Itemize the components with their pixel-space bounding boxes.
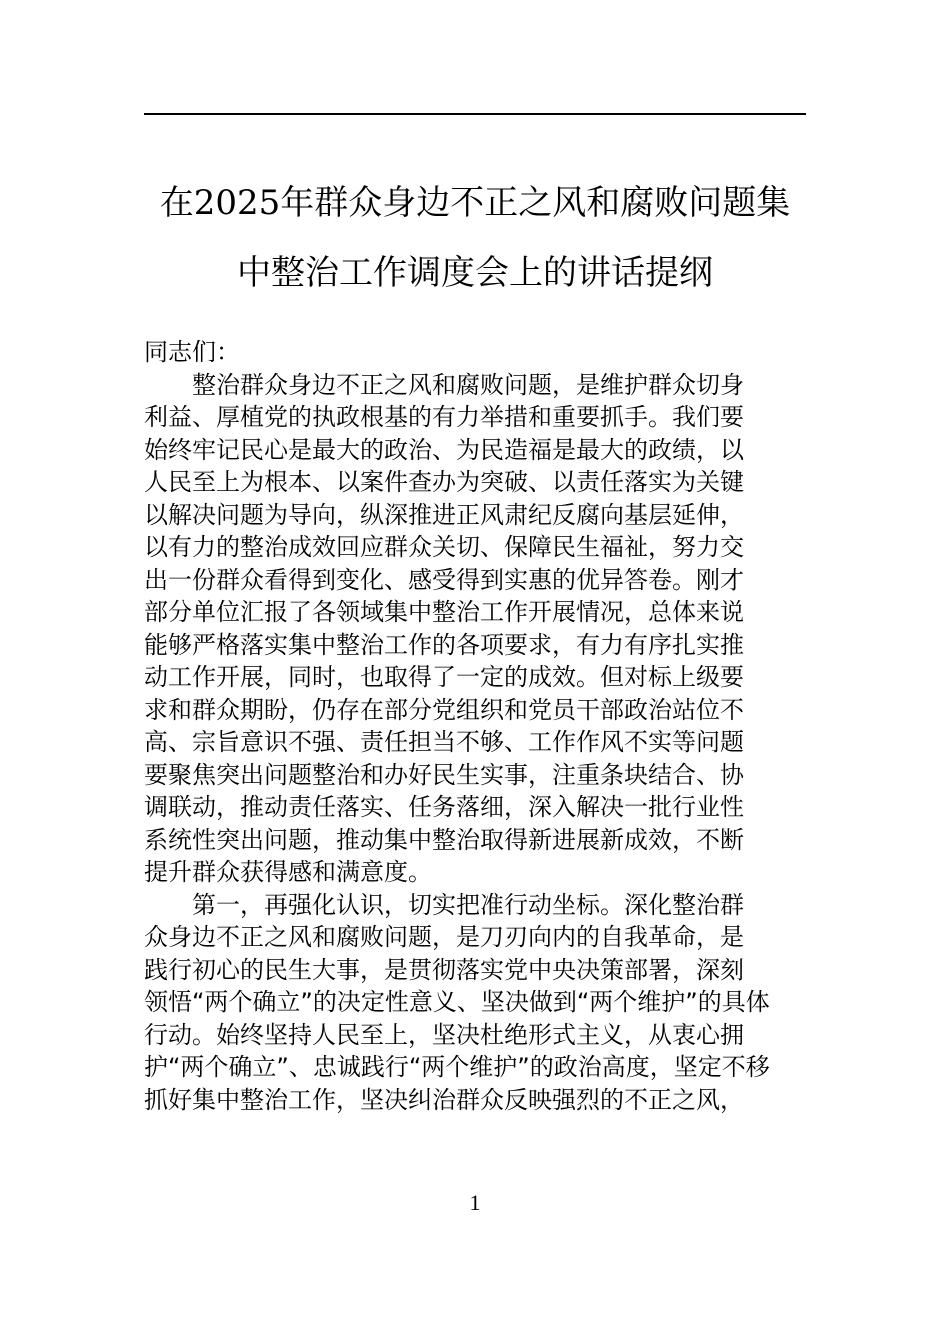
header-rule xyxy=(144,113,806,115)
text-line: 践行初心的民生大事，是贯彻落实党中央决策部署，深刻 xyxy=(144,955,744,984)
text-line: 领悟“两个确立”的决定性意义、坚决做到“两个维护”的具体 xyxy=(144,988,770,1016)
text-line: 调联动，推动责任落实、任务落细，深入解决一批行业性 xyxy=(144,793,744,821)
paragraph-2 xyxy=(144,889,806,1117)
text-line: 抓好集中整治工作，坚决纠治群众反映强烈的不正之风， xyxy=(144,1085,744,1114)
text-line: 以有力的整治成效回应群众关切、保障民生福祉，努力交 xyxy=(144,533,744,561)
text-line: 以解决问题为导向，纵深推进正风肃纪反腐向基层延伸， xyxy=(144,500,744,529)
salutation: 同志们： xyxy=(144,338,240,366)
text-line: 护“两个确立”、忠诚践行“两个维护”的政治高度，坚定不移 xyxy=(144,1053,770,1081)
text-line: 动工作开展，同时，也取得了一定的成效。但对标上级要 xyxy=(144,663,744,691)
text-line: 部分单位汇报了各领域集中整治工作开展情况，总体来说 xyxy=(144,598,744,626)
title-line-1: 在2025年群众身边不正之风和腐败问题集 xyxy=(159,183,791,223)
text-line: 众身边不正之风和腐败问题，是刀刃向内的自我革命，是 xyxy=(144,923,744,951)
page-number: 1 xyxy=(469,1190,481,1215)
text-line: 利益、厚植党的执政根基的有力举措和重要抓手。我们要 xyxy=(144,403,744,431)
text-line: 提升群众获得感和满意度。 xyxy=(144,858,432,886)
body-text xyxy=(144,336,806,1116)
text-line: 要聚焦突出问题整治和办好民生实事，注重条块结合、协 xyxy=(144,760,744,789)
text-line: 第一，再强化认识，切实把准行动坐标。深化整治群 xyxy=(192,890,744,919)
document-title xyxy=(144,168,806,308)
title-line-2: 中整治工作调度会上的讲话提纲 xyxy=(237,253,713,293)
text-line: 整治群众身边不正之风和腐败问题，是维护群众切身 xyxy=(192,370,744,399)
text-line: 行动。始终坚持人民至上，坚决杜绝形式主义，从衷心拥 xyxy=(144,1020,744,1049)
text-line: 能够严格落实集中整治工作的各项要求，有力有序扎实推 xyxy=(144,630,744,659)
text-line: 高、宗旨意识不强、责任担当不够、工作作风不实等问题 xyxy=(144,728,744,756)
text-line: 始终牢记民心是最大的政治、为民造福是最大的政绩，以 xyxy=(144,435,744,464)
text-line: 人民至上为根本、以案件查办为突破、以责任落实为关键 xyxy=(144,468,744,496)
text-line: 求和群众期盼，仍存在部分党组织和党员干部政治站位不 xyxy=(144,695,744,724)
paragraph-1 xyxy=(144,369,806,889)
text-line: 系统性突出问题，推动集中整治取得新进展新成效，不断 xyxy=(144,825,744,854)
text-line: 出一份群众看得到变化、感受得到实惠的优异答卷。刚才 xyxy=(144,565,744,594)
